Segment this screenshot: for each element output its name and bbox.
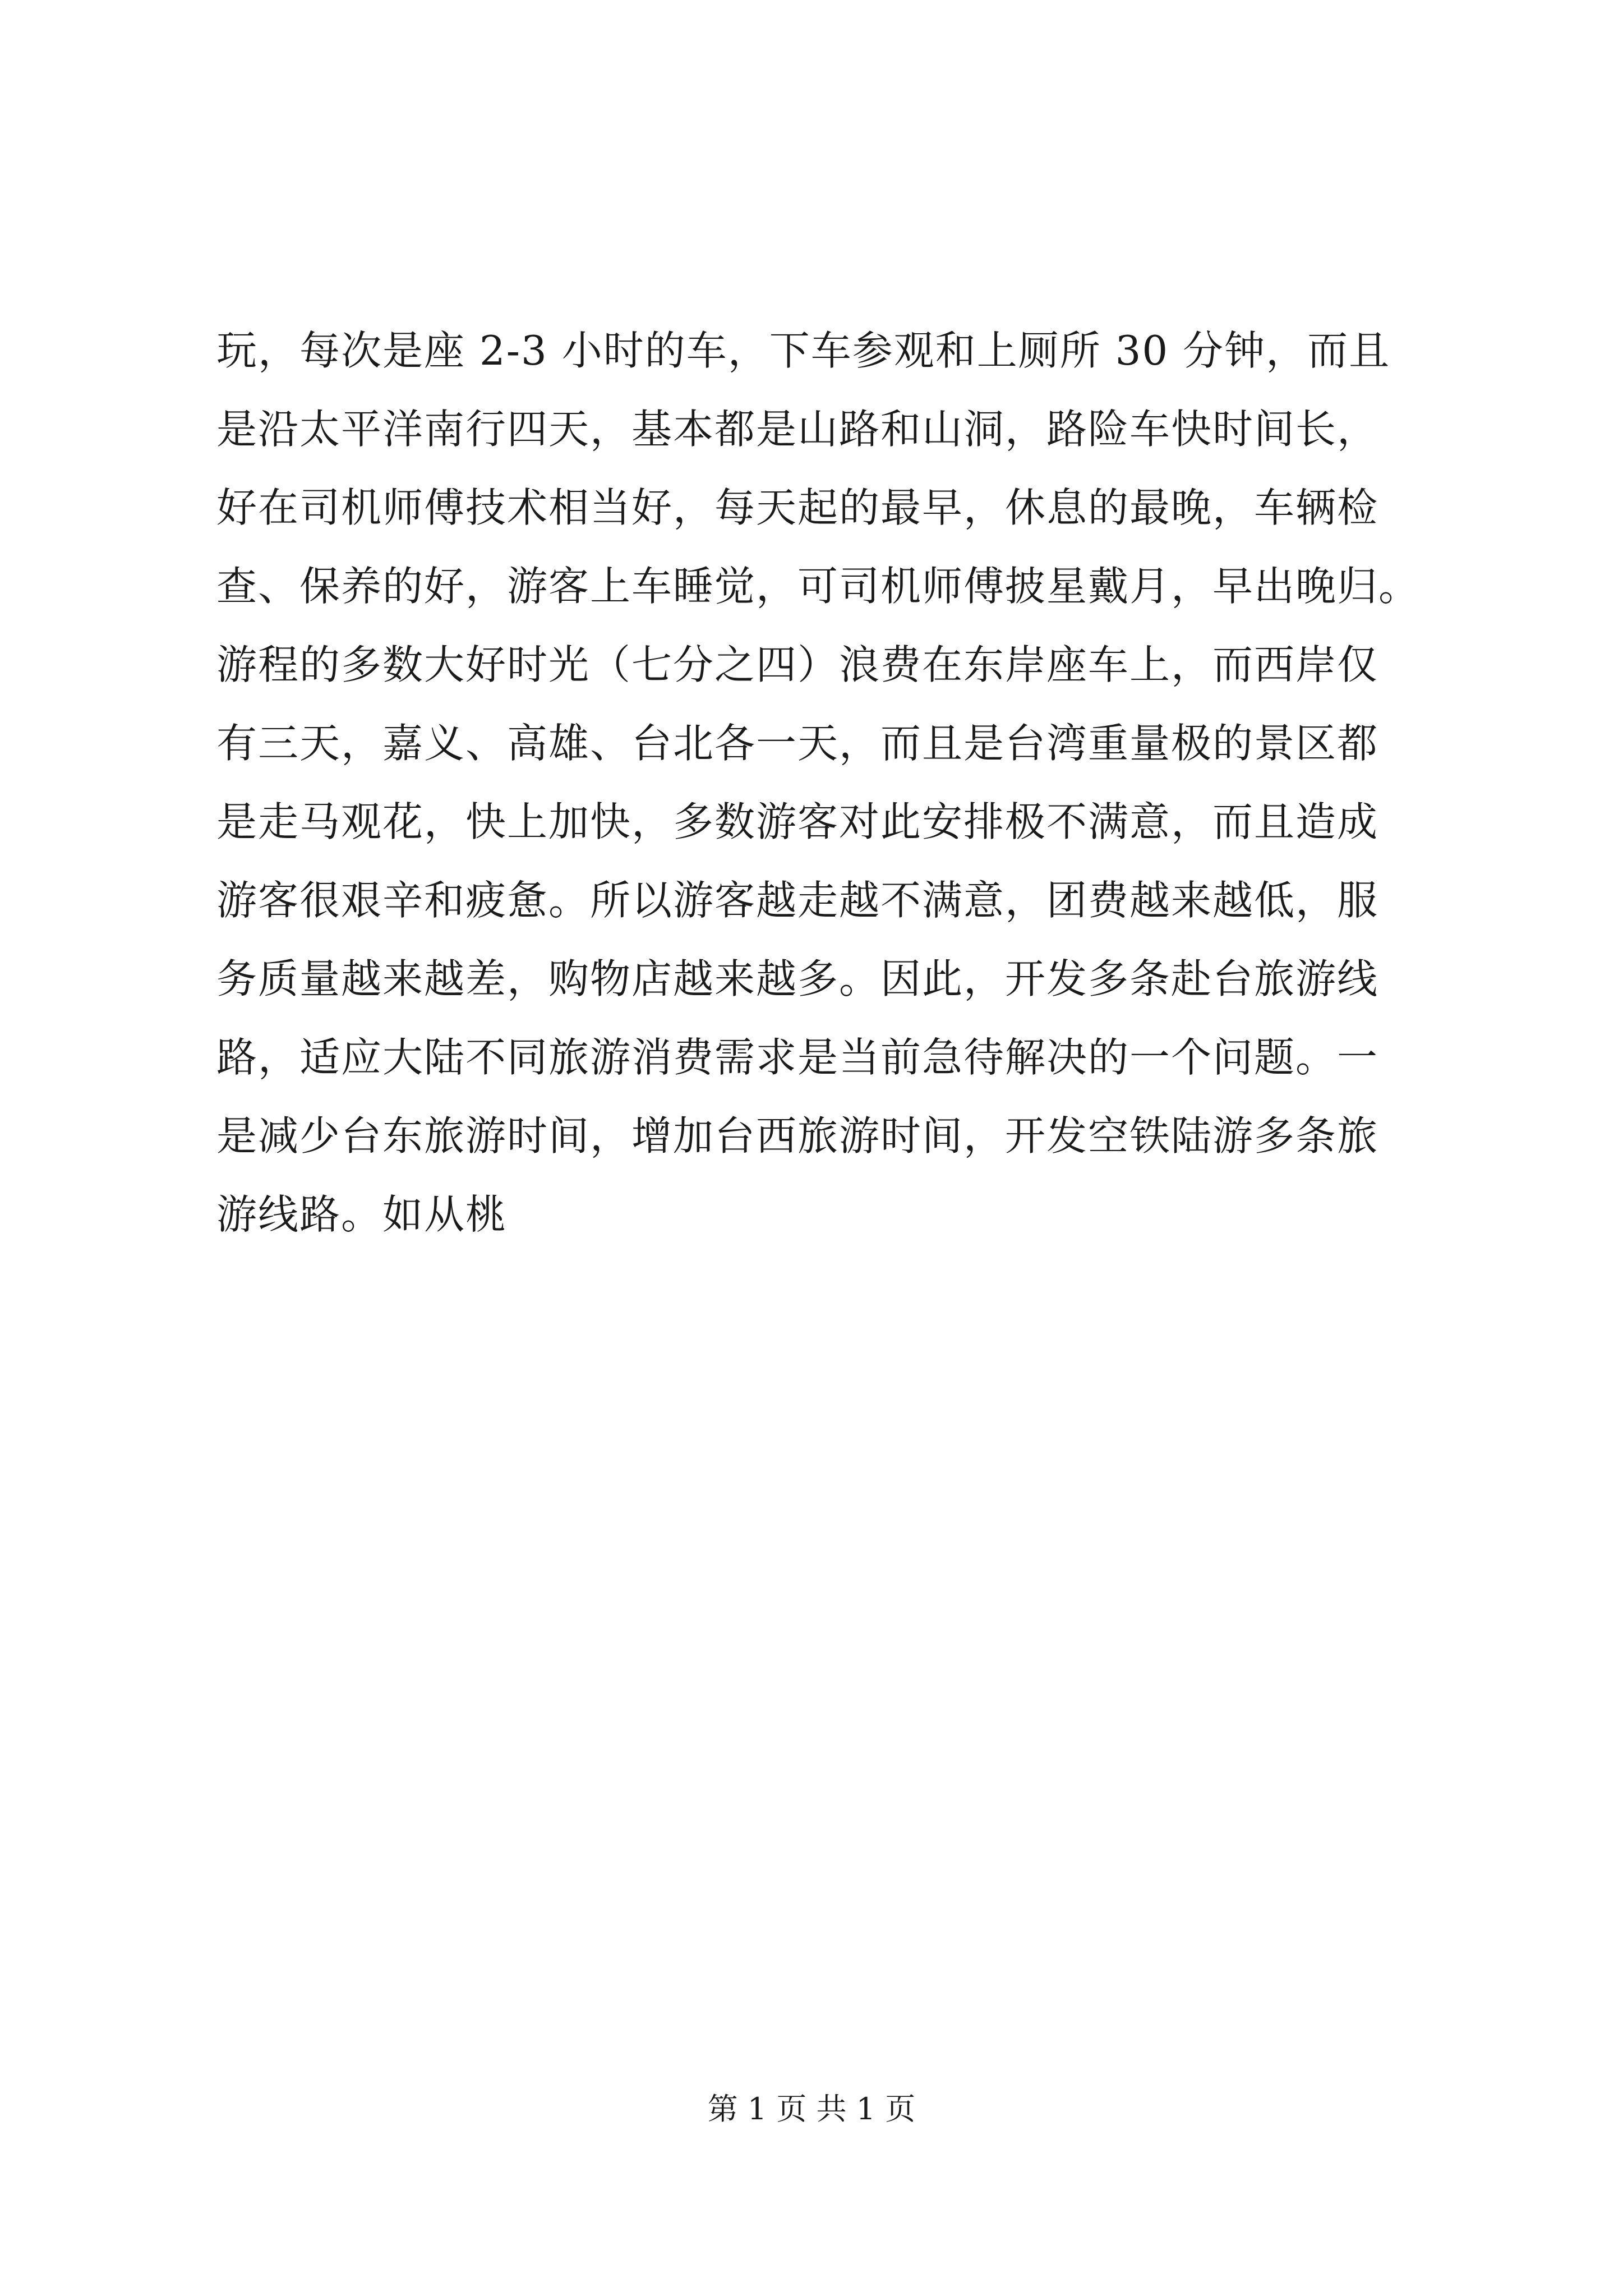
text-line: 查、保养的好，游客上车睡觉，可司机师傅披星戴月，早出晚归。 — [216, 563, 1421, 610]
text-line: 有三天，嘉义、高雄、台北各一天，而且是台湾重量极的景区都 — [216, 720, 1379, 767]
page-footer — [0, 2087, 1623, 2132]
text-line: 好在司机师傅技术相当好，每天起的最早，休息的最晚，车辆检 — [216, 484, 1379, 531]
text-line: 务质量越来越差，购物店越来越多。因此，开发多条赴台旅游线 — [216, 955, 1379, 1002]
text-line: 是沿太平洋南行四天，基本都是山路和山洞，路险车快时间长， — [216, 406, 1379, 453]
page-number-label: 第 1 页 共 1 页 — [707, 2091, 916, 2127]
body-paragraph — [216, 311, 1422, 1254]
text-line: 游线路。如从桃 — [216, 1191, 508, 1238]
text-line: 游程的多数大好时光（七分之四）浪费在东岸座车上，而西岸仅 — [216, 641, 1379, 688]
text-line: 路，适应大陆不同旅游消费需求是当前急待解决的一个问题。一 — [216, 1034, 1379, 1081]
text-line: 是减少台东旅游时间，增加台西旅游时间，开发空铁陆游多条旅 — [216, 1112, 1379, 1159]
text-line: 游客很艰辛和疲惫。所以游客越走越不满意，团费越来越低，服 — [216, 877, 1379, 924]
text-line: 玩，每次是座 2-3 小时的车，下车参观和上厕所 30 分钟，而且 — [216, 327, 1391, 374]
text-line: 是走马观花，快上加快，多数游客对此安排极不满意，而且造成 — [216, 798, 1379, 845]
